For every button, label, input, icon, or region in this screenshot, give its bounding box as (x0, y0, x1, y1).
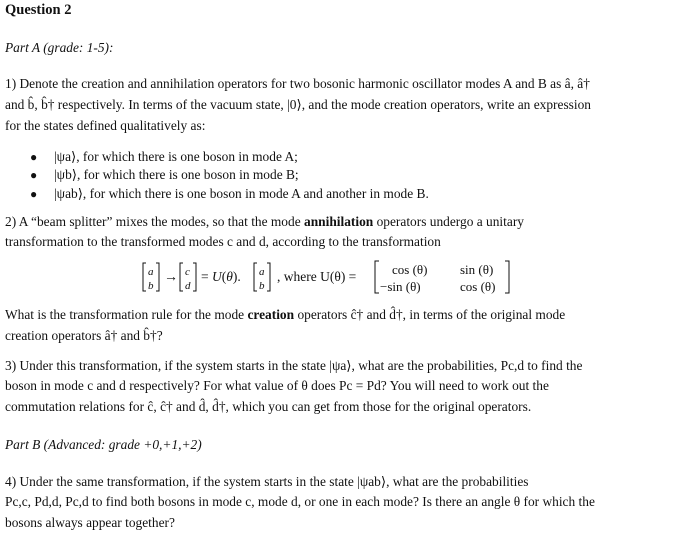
q2-line-1-a: 2) A “beam splitter” mixes the modes, so that the mode (5, 214, 301, 229)
bullet-dot-icon: ● (30, 187, 38, 201)
arrow-icon: → (164, 270, 178, 285)
bullet-dot-icon: ● (30, 150, 38, 164)
q1-bullet-text: |ψa⟩, for which there is one boson in mode A; (54, 149, 298, 164)
eq-where-text: , where U(θ) = (277, 269, 357, 284)
q1-bullet-text: |ψab⟩, for which there is one boson in mode A and another in mode B. (54, 186, 429, 201)
q2-question-line-1 (5, 305, 683, 325)
vector-ab-right (254, 263, 270, 292)
svg-text:a: a (148, 266, 154, 278)
matrix-cell: sin (θ) (460, 262, 494, 277)
q2-line-1-b: operators undergo a unitary (376, 214, 524, 229)
rotation-matrix (375, 261, 509, 294)
q2-bold-annihilation: annihilation (304, 214, 374, 229)
q4-line-2: Pc,c, Pd,d, Pc,d to find both bosons in mode c, mode d, or one in each mode? Is there an angle θ for which the (5, 494, 595, 509)
part-a-title: Part A (grade: 1-5): (5, 40, 114, 55)
q1-line-2: and b̂, b̂† respectively. In terms of the vacuum state, |0⟩, and the mode creation operators, write an expression (5, 97, 591, 112)
question-heading: Question 2 (5, 2, 72, 18)
q3-line-1: 3) Under this transformation, if the system starts in the state |ψa⟩, what are the probabilities, Pc,d to find the (5, 358, 583, 373)
matrix-cell: cos (θ) (392, 262, 428, 277)
q2-line-1 (5, 212, 683, 232)
q3-line-3: commutation relations for ĉ, ĉ† and d̂, d̂†, which you can get from those for the original operators. (5, 399, 532, 414)
q1-line-1: 1) Denote the creation and annihilation operators for two bosonic harmonic oscillator modes A and B as â, â† (5, 76, 590, 91)
vector-ab-left (143, 263, 159, 292)
svg-text:a: a (259, 266, 265, 278)
svg-text:= U(θ).: = U(θ). (201, 269, 241, 284)
beam-splitter-equation (0, 258, 691, 298)
equation-svg (140, 258, 540, 298)
q2-line-2: transformation to the transformed modes c and d, according to the transformation (5, 234, 441, 249)
q2-question-b: operators ĉ† and d̂†, in terms of the original mode (297, 307, 566, 322)
q3-line-2: boson in mode c and d respectively? For what value of θ does Pc = Pd? You will need to work out the (5, 378, 549, 393)
svg-text:b: b (148, 280, 154, 292)
q2-question-a: What is the transformation rule for the mode (5, 307, 245, 322)
q1-line-3: for the states defined qualitatively as: (5, 118, 206, 133)
q4-line-3: bosons always appear together? (5, 515, 175, 530)
q2-bold-creation: creation (247, 307, 295, 322)
q2-question-line-2: creation operators â† and b̂†? (5, 328, 163, 343)
part-b-title: Part B (Advanced: grade +0,+1,+2) (5, 437, 202, 452)
matrix-cell: −sin (θ) (380, 279, 421, 294)
q4-line-1: 4) Under the same transformation, if the system starts in the state |ψab⟩, what are the probabilities (5, 474, 529, 489)
svg-text:c: c (185, 266, 190, 278)
matrix-cell: cos (θ) (460, 279, 496, 294)
svg-text:b: b (259, 280, 265, 292)
svg-text:d: d (185, 280, 191, 292)
vector-cd (180, 263, 196, 292)
q1-bullet-text: |ψb⟩, for which there is one boson in mode B; (54, 167, 299, 182)
bullet-dot-icon: ● (30, 168, 38, 182)
